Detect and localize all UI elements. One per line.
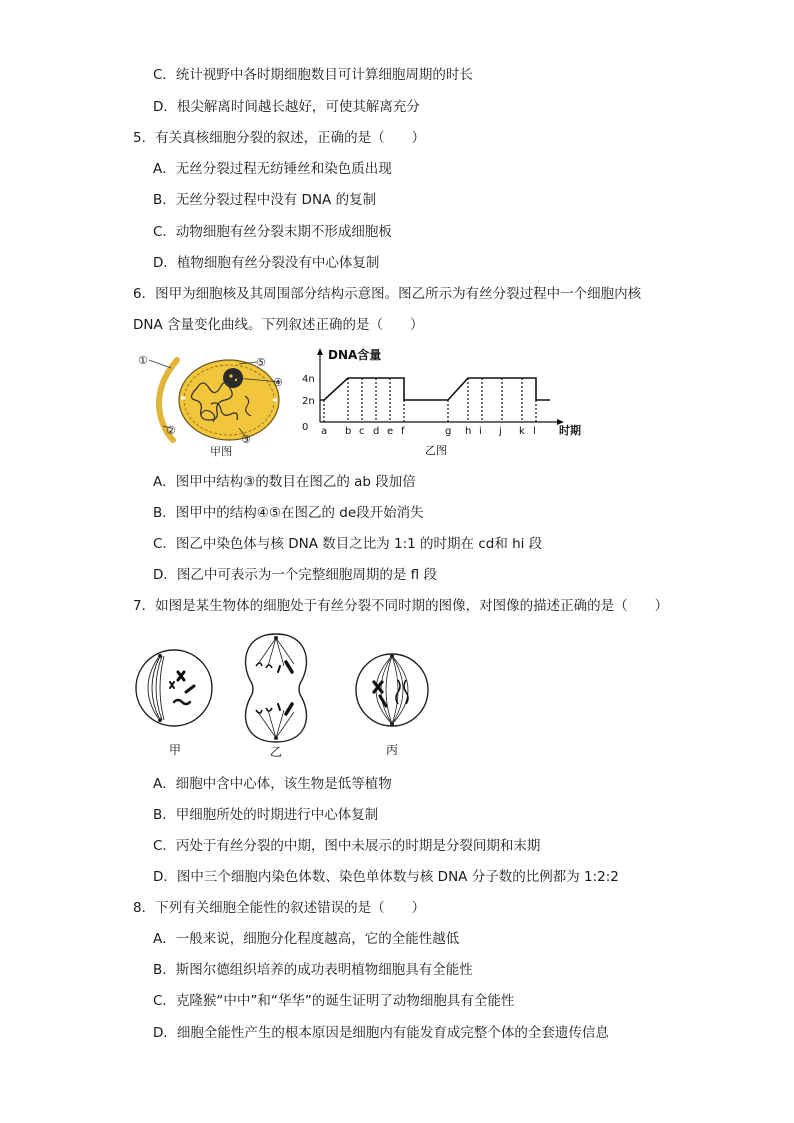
q6-stem-line2: DNA 含量变化曲线。下列叙述正确的是（ ） (133, 317, 424, 333)
label-5: ⑤ (256, 356, 266, 369)
q8-option-b: B．斯图尔德组织培养的成功表明植物细胞具有全能性 (153, 962, 473, 978)
q7-option-c: C．丙处于有丝分裂的中期，图中未展示的时期是分裂间期和末期 (153, 838, 541, 854)
q4-option-c: C．统计视野中各时期细胞数目可计算细胞周期的时长 (153, 67, 473, 83)
x-tick-label: c (359, 426, 365, 437)
chart-xlabel: 时期 (559, 424, 581, 437)
dna-series-line (324, 378, 550, 400)
nucleolus-shape (223, 368, 243, 388)
q5-option-a: A．无丝分裂过程无纺锤丝和染色质出现 (153, 161, 392, 177)
q6-option-b: B．图甲中的结构④⑤在图乙的 de段开始消失 (153, 505, 424, 521)
q7-option-d: D．图中三个细胞内染色体数、染色单体数与核 DNA 分子数的比例都为 1:2:2 (153, 869, 619, 885)
q6-option-d: D．图乙中可表示为一个完整细胞周期的是 fl 段 (153, 567, 437, 583)
figure-yi-caption: 乙图 (425, 444, 447, 457)
x-tick-label: e (387, 426, 394, 437)
q6-option-c: C．图乙中染色体与核 DNA 数目之比为 1:1 的时期在 cd和 hi 段 (153, 536, 543, 552)
q8-option-a: A．一般来说，细胞分化程度越高，它的全能性越低 (153, 931, 460, 947)
x-tick-label: l (533, 426, 536, 437)
q6-stem-line1: 6．图甲为细胞核及其周围部分结构示意图。图乙所示为有丝分裂过程中一个细胞内核 (133, 286, 642, 302)
q7-stem: 7．如图是某生物体的细胞处于有丝分裂不同时期的图像，对图像的描述正确的是（ ） (133, 598, 669, 614)
q6-option-a: A．图甲中结构③的数目在图乙的 ab 段加倍 (153, 474, 416, 490)
chart-ylabel: DNA含量 (328, 348, 382, 362)
label-4: ④ (273, 376, 283, 389)
dna-content-chart (296, 346, 592, 460)
y-tick-label: 2n (302, 396, 315, 407)
figure-jia-caption: 甲图 (210, 445, 232, 458)
x-tick-label: a (321, 426, 328, 437)
cell-jia-caption: 甲 (169, 743, 182, 757)
y-tick-label: 4n (302, 374, 315, 385)
q8-stem: 8．下列有关细胞全能性的叙述错误的是（ ） (133, 900, 426, 916)
x-tick-label: g (445, 426, 452, 437)
x-tick-label: h (465, 426, 472, 437)
figure-cell-yi (236, 630, 316, 762)
q4-option-d: D．根尖解离时间越长越好，可使其解离充分 (153, 99, 420, 115)
figure-yi-chart (296, 346, 592, 460)
y-tick-label: 0 (302, 422, 309, 433)
q5-option-c: C．动物细胞有丝分裂末期不形成细胞板 (153, 224, 392, 240)
q7-option-a: A．细胞中含中心体，该生物是低等植物 (153, 776, 392, 792)
label-2: ② (166, 424, 176, 437)
q5-option-b: B．无丝分裂过程中没有 DNA 的复制 (153, 192, 377, 208)
q5-option-d: D．植物细胞有丝分裂没有中心体复制 (153, 255, 380, 271)
x-tick-label: d (373, 426, 380, 437)
x-tick-label: i (479, 426, 482, 437)
x-tick-label: f (401, 426, 405, 437)
figure-jia-nucleus (135, 348, 285, 460)
x-tick-label: k (519, 426, 525, 437)
label-1: ① (138, 354, 148, 367)
figure-cell-jia (134, 648, 216, 760)
cell-bing-caption: 丙 (386, 743, 399, 757)
q5-stem: 5．有关真核细胞分裂的叙述，正确的是（ ） (133, 130, 426, 146)
q7-option-b: B．甲细胞所处的时期进行中心体复制 (153, 807, 379, 823)
x-tick-label: b (345, 426, 352, 437)
x-tick-label: j (499, 426, 502, 437)
cell-yi-caption: 乙 (270, 745, 283, 759)
q8-option-d: D．细胞全能性产生的根本原因是细胞内有能发育成完整个体的全套遗传信息 (153, 1025, 609, 1041)
figure-cell-bing (350, 652, 434, 760)
q8-option-c: C．克隆猴“中中”和“华华”的诞生证明了动物细胞具有全能性 (153, 993, 515, 1009)
label-3: ③ (241, 433, 251, 446)
